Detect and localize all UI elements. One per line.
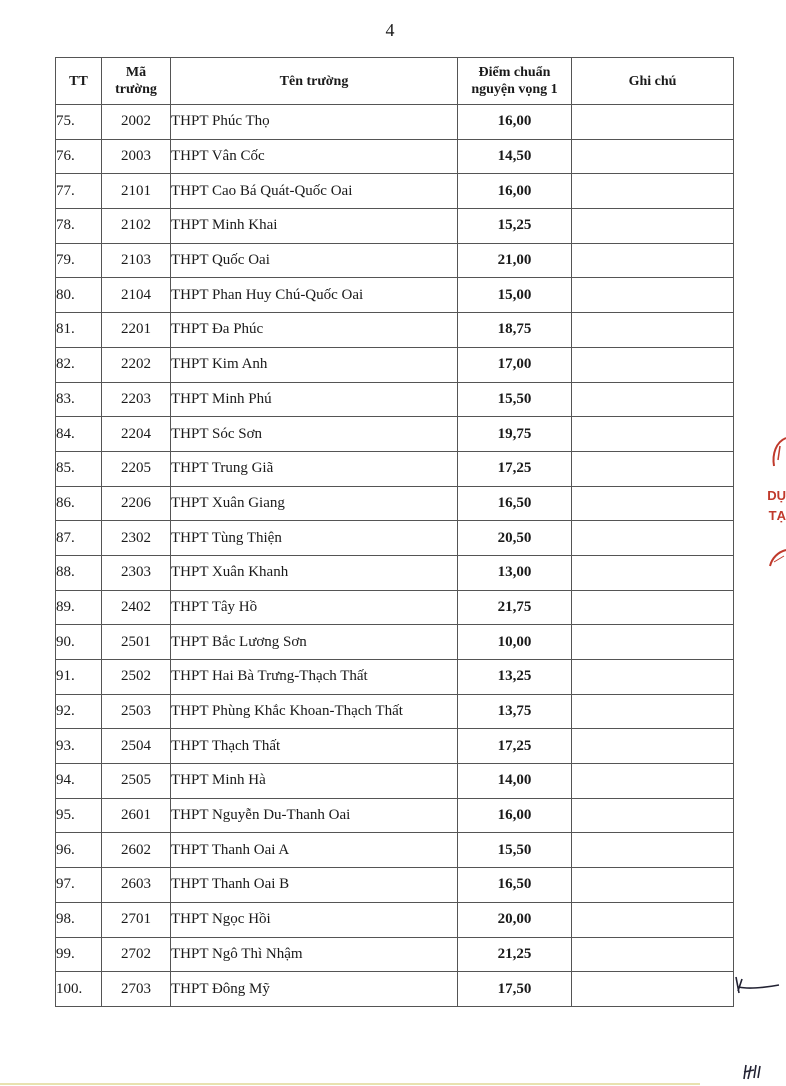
cell-ma-truong: 2505 [102,764,171,799]
cell-tt: 91. [56,660,102,695]
cell-tt: 99. [56,937,102,972]
table-row [56,313,734,348]
cell-ma-truong: 2104 [102,278,171,313]
stamp-text-1: DỤ [767,488,786,503]
table-header-row [56,58,734,105]
cell-diem-chuan: 15,50 [458,382,572,417]
table-row [56,521,734,556]
cell-ghi-chu [572,798,734,833]
header-ma-line1: Mã [125,65,147,80]
cell-ten-truong: THPT Tùng Thiện [171,521,458,556]
cell-ma-truong: 2504 [102,729,171,764]
table-row [56,278,734,313]
cell-ghi-chu [572,555,734,590]
cell-ghi-chu [572,521,734,556]
cell-ghi-chu [572,451,734,486]
header-diem-line2: nguyện vọng 1 [471,82,558,97]
cell-ghi-chu [572,486,734,521]
cell-ma-truong: 2101 [102,174,171,209]
cell-ma-truong: 2603 [102,868,171,903]
table-row [56,486,734,521]
cell-tt: 85. [56,451,102,486]
cell-ten-truong: THPT Xuân Khanh [171,555,458,590]
cell-ma-truong: 2702 [102,937,171,972]
cell-tt: 80. [56,278,102,313]
table-row [56,555,734,590]
cell-tt: 89. [56,590,102,625]
header-diem-chuan [458,58,572,105]
table-row [56,694,734,729]
cell-tt: 96. [56,833,102,868]
cell-ma-truong: 2503 [102,694,171,729]
cell-ma-truong: 2206 [102,486,171,521]
bottom-edge-line [0,1083,700,1085]
cell-tt: 100. [56,972,102,1007]
cell-tt: 77. [56,174,102,209]
cell-tt: 88. [56,555,102,590]
cell-tt: 97. [56,868,102,903]
cell-tt: 75. [56,105,102,140]
header-ghi-chu: Ghi chú [572,58,734,105]
cell-ma-truong: 2502 [102,660,171,695]
table-body [56,105,734,1007]
signature-mark-bottom [742,1062,766,1082]
cell-ghi-chu [572,902,734,937]
table-row [56,798,734,833]
cell-ghi-chu [572,313,734,348]
cell-ten-truong: THPT Thạch Thất [171,729,458,764]
cell-ten-truong: THPT Trung Giã [171,451,458,486]
cell-ma-truong: 2204 [102,417,171,452]
cell-ma-truong: 2501 [102,625,171,660]
stamp-fragment [758,432,786,572]
table-row [56,729,734,764]
table-row [56,833,734,868]
cell-ma-truong: 2202 [102,347,171,382]
cell-ghi-chu [572,937,734,972]
cell-ghi-chu [572,625,734,660]
cell-tt: 90. [56,625,102,660]
cell-ten-truong: THPT Minh Khai [171,209,458,244]
cell-diem-chuan: 13,00 [458,555,572,590]
cell-ten-truong: THPT Nguyễn Du-Thanh Oai [171,798,458,833]
cell-tt: 82. [56,347,102,382]
cell-ma-truong: 2103 [102,243,171,278]
table-row [56,902,734,937]
cell-ma-truong: 2302 [102,521,171,556]
cell-tt: 92. [56,694,102,729]
cell-ten-truong: THPT Tây Hồ [171,590,458,625]
table-row [56,209,734,244]
table-row [56,174,734,209]
header-diem-line1: Điểm chuẩn [478,65,551,80]
cell-ten-truong: THPT Minh Phú [171,382,458,417]
cell-ma-truong: 2102 [102,209,171,244]
cell-ten-truong: THPT Bắc Lương Sơn [171,625,458,660]
cell-ten-truong: THPT Ngọc Hồi [171,902,458,937]
cell-ma-truong: 2601 [102,798,171,833]
stamp-text-2: TẠ [768,508,786,523]
cell-ghi-chu [572,209,734,244]
cell-tt: 76. [56,139,102,174]
table-row [56,937,734,972]
cell-tt: 87. [56,521,102,556]
cell-ma-truong: 2602 [102,833,171,868]
cell-tt: 95. [56,798,102,833]
cell-tt: 98. [56,902,102,937]
cell-ma-truong: 2703 [102,972,171,1007]
cell-ten-truong: THPT Kim Anh [171,347,458,382]
cell-ghi-chu [572,833,734,868]
cell-ten-truong: THPT Xuân Giang [171,486,458,521]
cell-diem-chuan: 14,50 [458,139,572,174]
cell-diem-chuan: 15,25 [458,209,572,244]
table-row [56,868,734,903]
table-row [56,243,734,278]
cell-ghi-chu [572,105,734,140]
cell-diem-chuan: 17,00 [458,347,572,382]
cell-diem-chuan: 20,00 [458,902,572,937]
cell-tt: 81. [56,313,102,348]
cell-ma-truong: 2201 [102,313,171,348]
table-row [56,972,734,1007]
cell-ghi-chu [572,174,734,209]
cell-diem-chuan: 18,75 [458,313,572,348]
header-tt: TT [56,58,102,105]
cell-ghi-chu [572,694,734,729]
cell-ghi-chu [572,347,734,382]
cell-ma-truong: 2003 [102,139,171,174]
cell-tt: 84. [56,417,102,452]
cell-diem-chuan: 21,00 [458,243,572,278]
table-row [56,451,734,486]
cell-diem-chuan: 16,50 [458,868,572,903]
cell-ten-truong: THPT Thanh Oai B [171,868,458,903]
cell-ten-truong: THPT Vân Cốc [171,139,458,174]
cell-ghi-chu [572,972,734,1007]
cell-tt: 94. [56,764,102,799]
cell-ghi-chu [572,417,734,452]
table-row [56,347,734,382]
table-row [56,660,734,695]
cell-ten-truong: THPT Đa Phúc [171,313,458,348]
table-row [56,382,734,417]
cell-tt: 83. [56,382,102,417]
table-row [56,417,734,452]
cell-diem-chuan: 21,25 [458,937,572,972]
table-row [56,139,734,174]
cell-ten-truong: THPT Phùng Khắc Khoan-Thạch Thất [171,694,458,729]
cell-ten-truong: THPT Phan Huy Chú-Quốc Oai [171,278,458,313]
cell-diem-chuan: 15,00 [458,278,572,313]
cell-tt: 86. [56,486,102,521]
cell-ma-truong: 2002 [102,105,171,140]
table-row [56,764,734,799]
header-ma-line2: trường [115,82,157,97]
cell-ma-truong: 2303 [102,555,171,590]
cell-diem-chuan: 17,25 [458,729,572,764]
cell-diem-chuan: 13,25 [458,660,572,695]
cell-ten-truong: THPT Phúc Thọ [171,105,458,140]
cell-ghi-chu [572,660,734,695]
cell-ma-truong: 2205 [102,451,171,486]
cell-ten-truong: THPT Ngô Thì Nhậm [171,937,458,972]
cell-tt: 78. [56,209,102,244]
cell-diem-chuan: 13,75 [458,694,572,729]
cell-diem-chuan: 21,75 [458,590,572,625]
cell-ten-truong: THPT Thanh Oai A [171,833,458,868]
cell-ma-truong: 2203 [102,382,171,417]
cell-ten-truong: THPT Cao Bá Quát-Quốc Oai [171,174,458,209]
cell-ghi-chu [572,729,734,764]
table-row [56,105,734,140]
cell-ghi-chu [572,243,734,278]
cell-diem-chuan: 15,50 [458,833,572,868]
cell-ghi-chu [572,764,734,799]
cell-diem-chuan: 14,00 [458,764,572,799]
cell-diem-chuan: 17,50 [458,972,572,1007]
cell-diem-chuan: 16,00 [458,174,572,209]
cell-diem-chuan: 16,00 [458,798,572,833]
page-number: 4 [385,20,395,40]
cell-ghi-chu [572,868,734,903]
cell-ghi-chu [572,590,734,625]
header-ten-truong: Tên trường [171,58,458,105]
admission-scores-table [55,57,734,1007]
cell-ten-truong: THPT Quốc Oai [171,243,458,278]
cell-diem-chuan: 10,00 [458,625,572,660]
table-row [56,625,734,660]
cell-ten-truong: THPT Đông Mỹ [171,972,458,1007]
cell-diem-chuan: 17,25 [458,451,572,486]
cell-ghi-chu [572,382,734,417]
cell-tt: 79. [56,243,102,278]
header-ma-truong [102,58,171,105]
table-row [56,590,734,625]
cell-ten-truong: THPT Minh Hà [171,764,458,799]
cell-diem-chuan: 16,50 [458,486,572,521]
cell-ten-truong: THPT Hai Bà Trưng-Thạch Thất [171,660,458,695]
cell-diem-chuan: 19,75 [458,417,572,452]
signature-initial-mark [733,973,780,997]
cell-ma-truong: 2701 [102,902,171,937]
cell-ma-truong: 2402 [102,590,171,625]
cell-ghi-chu [572,278,734,313]
cell-ghi-chu [572,139,734,174]
cell-tt: 93. [56,729,102,764]
cell-diem-chuan: 16,00 [458,105,572,140]
cell-diem-chuan: 20,50 [458,521,572,556]
cell-ten-truong: THPT Sóc Sơn [171,417,458,452]
